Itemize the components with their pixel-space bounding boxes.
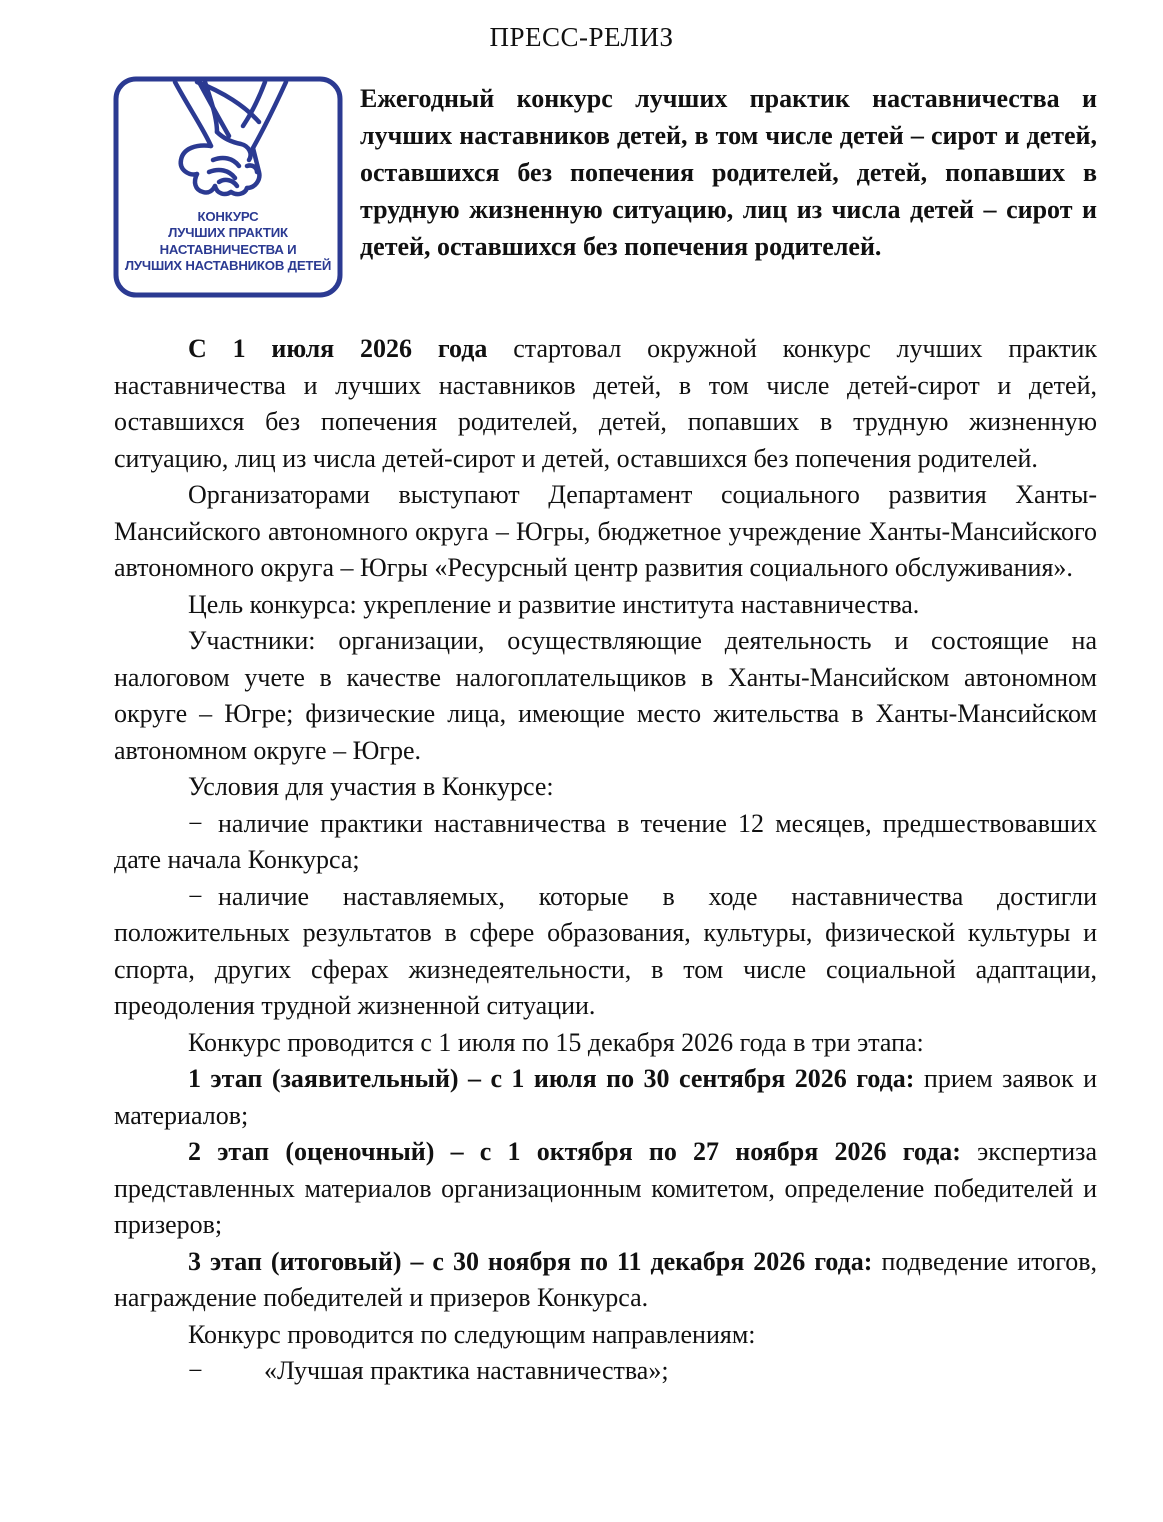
- stage-item: [114, 1134, 1097, 1244]
- logo-caption-line: КОНКУРС: [197, 209, 259, 224]
- goal-paragraph: Цель конкурса: укрепление и развитие института наставничества.: [188, 589, 920, 619]
- directions-title: Конкурс проводится по следующим направлениям:: [188, 1319, 756, 1349]
- logo-caption: [113, 209, 343, 275]
- document-title: ПРЕСС-РЕЛИЗ: [489, 22, 674, 52]
- logo-caption-line: ЛУЧШИХ НАСТАВНИКОВ ДЕТЕЙ: [124, 258, 332, 274]
- intro-date: С 1 июля 2026 года: [188, 334, 488, 363]
- condition-item: [114, 879, 1097, 1025]
- intro-text: стартовал окружной конкурс лучших практик наставничества и лучших наставников детей, в том числе детей-сирот и детей, оставшихся без попечения родителей, детей, попавших в трудную жизненную ситуацию, лиц из числа детей-сирот и детей, оставшихся без попечения родителей.: [114, 334, 1097, 473]
- condition-text: наличие наставляемых, которые в ходе наставничества достигли положительных результатов в сфере образования, культуры, физической культуры и спорта, других сферах жизнедеятельности, в том числе социальной адаптации, преодоления трудной жизненной ситуации.: [114, 881, 1097, 1020]
- organizers-paragraph: Организаторами выступают Департамент социального развития Ханты-Мансийского автономного округа – Югры, бюджетное учреждение Ханты-Мансийского автономного округа – Югры «Ресурсный центр развития социального обслуживания».: [114, 480, 1097, 582]
- participants-paragraph: Участники: организации, осуществляющие деятельность и состоящие на налоговом учете в качестве налогоплательщиков в Ханты-Мансийском автономном округе – Югре; физические лица, имеющие место жительства в Ханты-Мансийском автономном округе – Югре.: [114, 626, 1097, 765]
- body-text: [114, 331, 1097, 1390]
- condition-text: наличие практики наставничества в течение 12 месяцев, предшествовавших дате начала Конкурса;: [114, 808, 1097, 874]
- logo-caption-line: ЛУЧШИХ ПРАКТИК: [168, 225, 288, 241]
- dash-marker: −: [188, 1356, 203, 1385]
- direction-text: «Лучшая практика наставничества»;: [264, 1356, 669, 1385]
- stage-title: 2 этап (оценочный) – с 1 октября по 27 ноября 2026 года:: [188, 1137, 961, 1166]
- stage-title: 1 этап (заявительный) – с 1 июля по 30 сентября 2026 года:: [188, 1064, 915, 1093]
- stage-item: [114, 1061, 1097, 1134]
- direction-item: [114, 1353, 1097, 1390]
- logo-caption-line: НАСТАВНИЧЕСТВА И: [159, 241, 297, 257]
- stage-text: прием заявок и материалов;: [114, 1064, 1097, 1130]
- dash-marker: −: [188, 881, 203, 911]
- headline: Ежегодный конкурс лучших практик наставничества и лучших наставников детей, в том числе детей – сирот и детей, оставшихся без попечения родителей, детей, попавших в трудную жизненную ситуацию, лиц из числа детей – сирот и детей, оставшихся без попечения родителей.: [360, 84, 1097, 261]
- contest-logo: [113, 76, 343, 298]
- timeline-paragraph: Конкурс проводится с 1 июля по 15 декабря 2026 года в три этапа:: [188, 1027, 924, 1057]
- stage-item: [114, 1244, 1097, 1317]
- conditions-title: Условия для участия в Конкурсе:: [188, 772, 554, 801]
- intro-paragraph: [114, 331, 1097, 477]
- stage-text: экспертиза представленных материалов организационным комитетом, определение победителей и призеров;: [114, 1137, 1097, 1239]
- stage-title: 3 этап (итоговый) – с 30 ноября по 11 декабря 2026 года:: [188, 1246, 873, 1276]
- stage-text: подведение итогов, награждение победителей и призеров Конкурса.: [114, 1246, 1098, 1312]
- condition-item: [114, 806, 1097, 879]
- dash-marker: −: [188, 808, 203, 838]
